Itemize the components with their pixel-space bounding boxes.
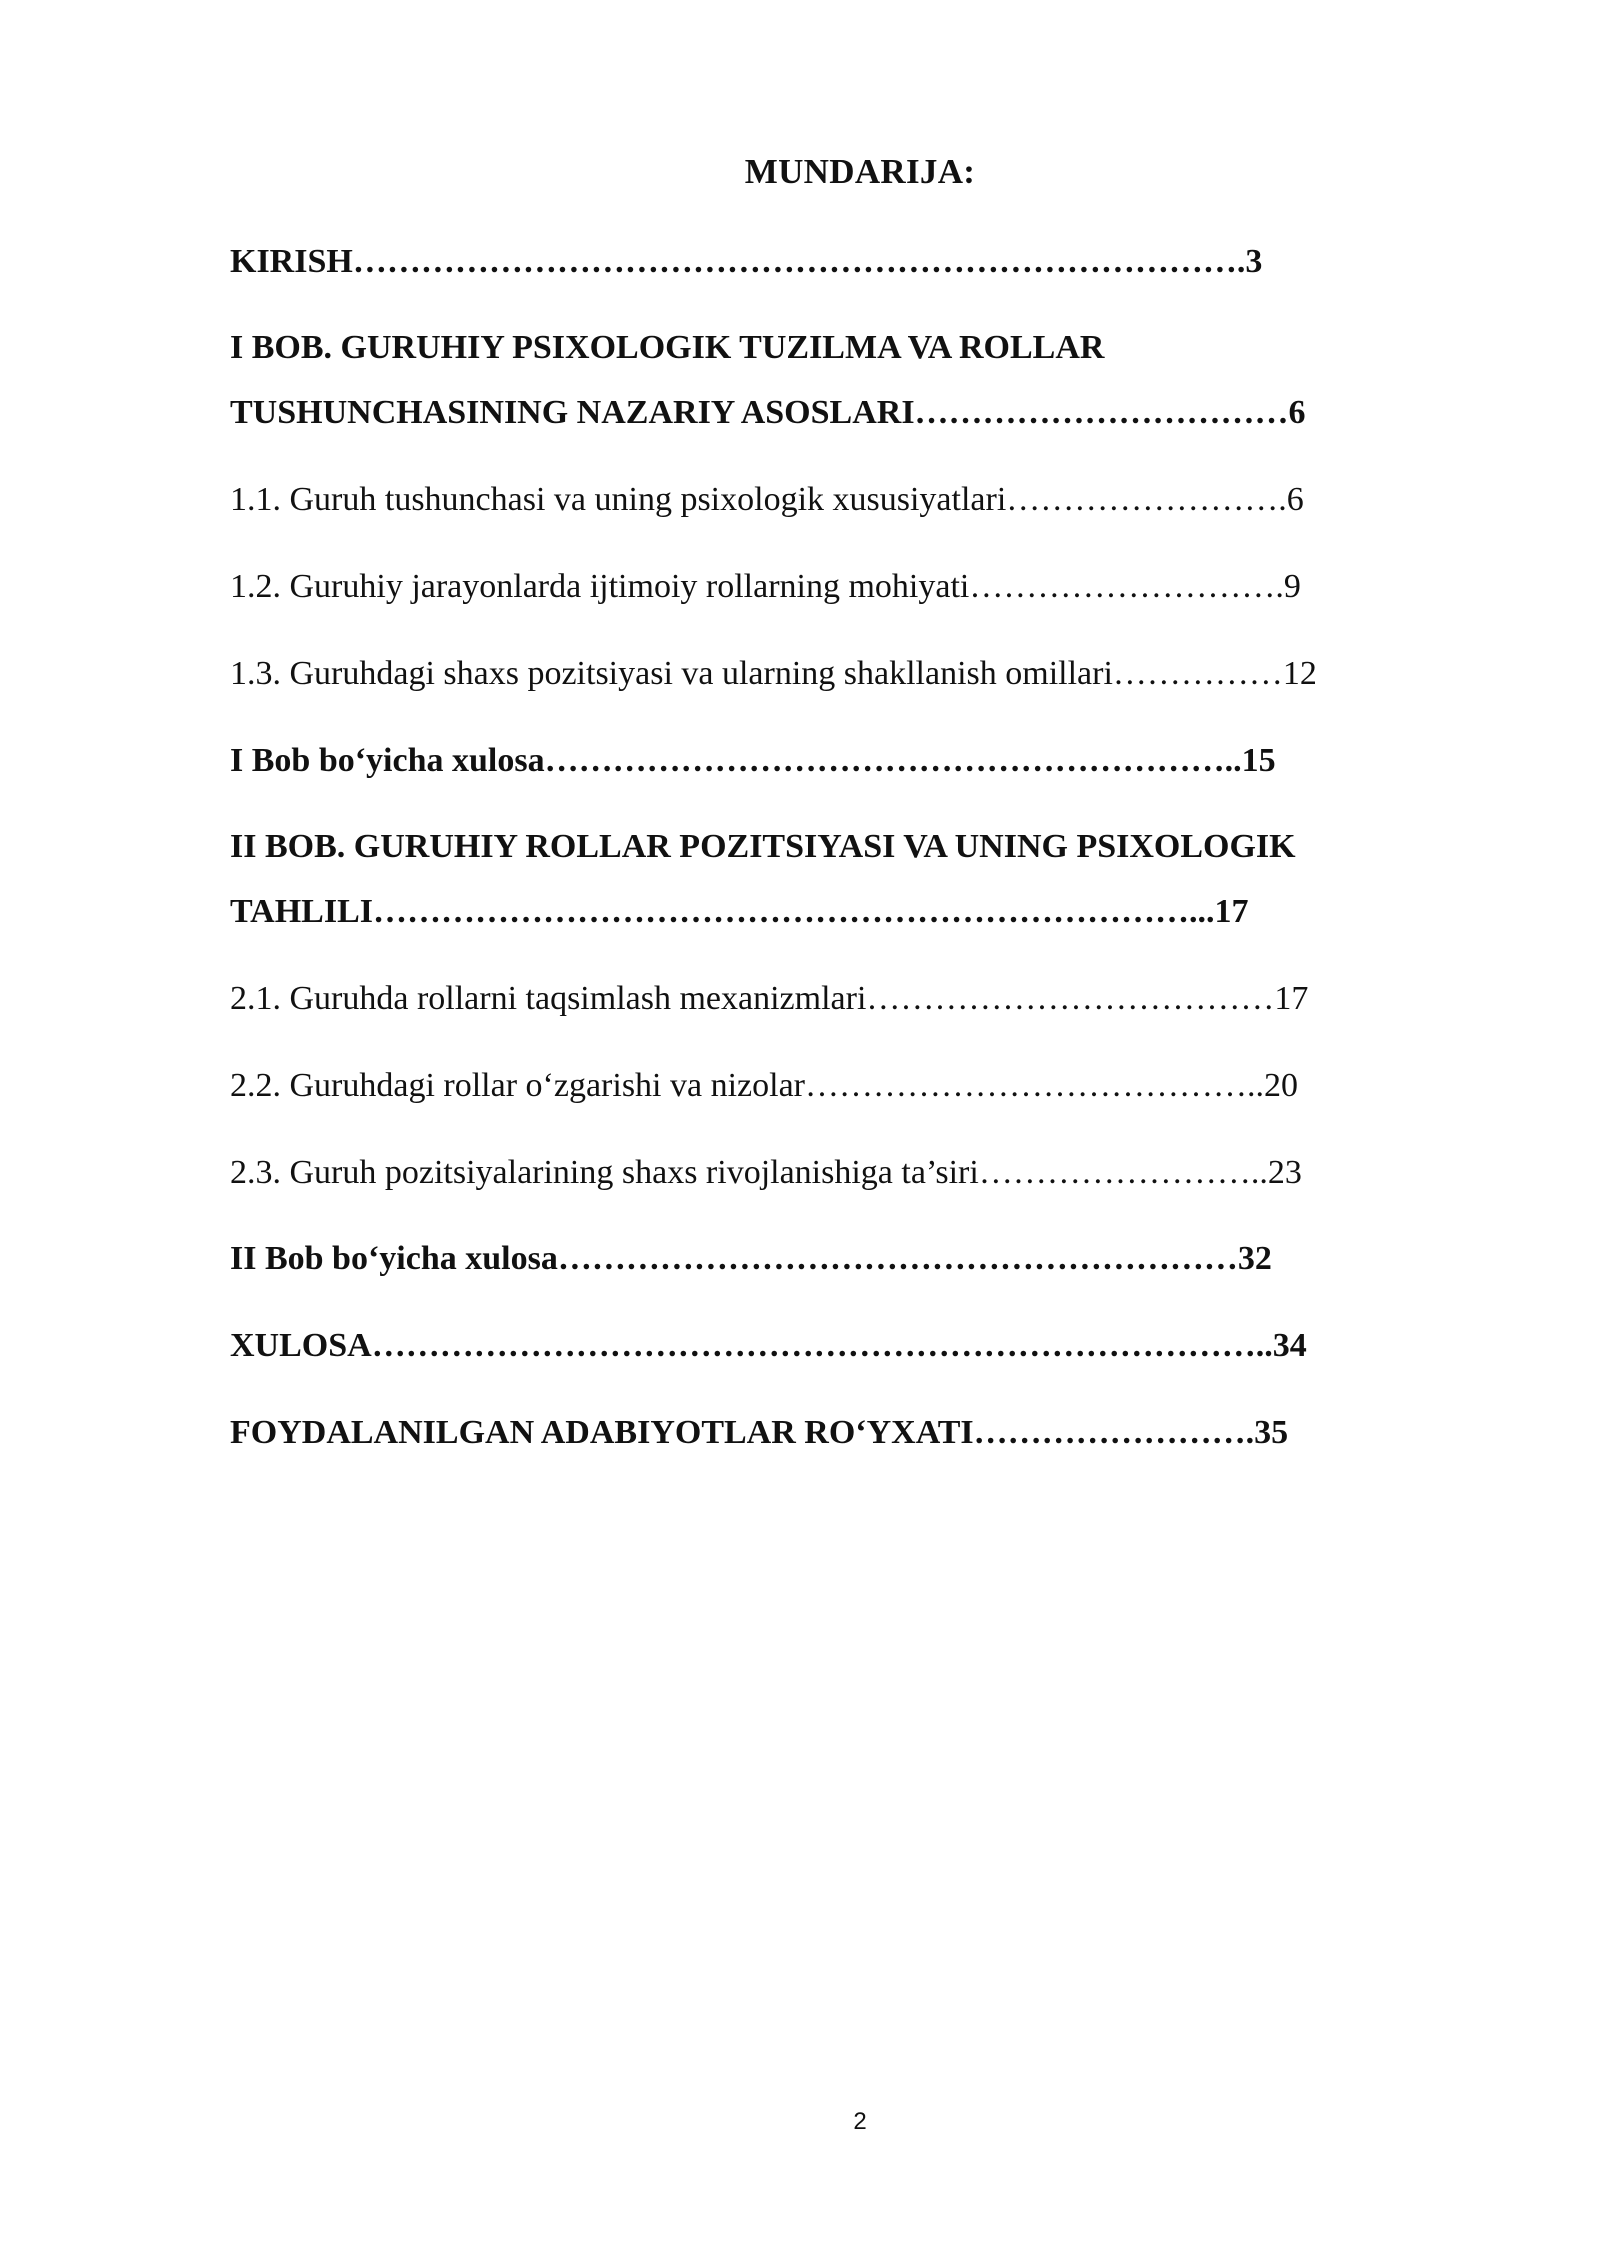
toc-entry-xulosa: XULOSA……………………………………………………………………..34 bbox=[230, 1327, 1307, 1364]
toc-entry-section-2-2: 2.2. Guruhdagi rollar o‘zgarishi va nizolar…………………………………..20 bbox=[230, 1067, 1298, 1104]
toc-entry-section-2-3: 2.3. Guruh pozitsiyalarining shaxs rivojlanishiga ta’siri……………………..23 bbox=[230, 1154, 1302, 1191]
toc-entry-chapter-1-line-1: I BOB. GURUHIY PSIXOLOGIK TUZILMA VA ROLLAR bbox=[230, 329, 1105, 366]
toc-entry-chapter-1-line-2: TUSHUNCHASINING NAZARIY ASOSLARI……………………………6 bbox=[230, 394, 1306, 431]
toc-entry-chapter-2-line-2: TAHLILI………………………………………………………………...17 bbox=[230, 893, 1249, 930]
toc-entry-section-1-2: 1.2. Guruhiy jarayonlarda ijtimoiy rollarning mohiyati……………………….9 bbox=[230, 568, 1301, 605]
toc-entry-kirish: KIRISH…………………………………………………………………….3 bbox=[230, 243, 1263, 280]
page-number: 2 bbox=[853, 2108, 867, 2135]
toc-entry-section-1-3: 1.3. Guruhdagi shaxs pozitsiyasi va ularning shakllanish omillari……………12 bbox=[230, 655, 1317, 692]
toc-entry-references: FOYDALANILGAN ADABIYOTLAR RO‘YXATI…………………….35 bbox=[230, 1414, 1289, 1451]
toc-entry-chapter-1-summary: I Bob bo‘yicha xulosa……………………………………………………..15 bbox=[230, 742, 1276, 779]
toc-entry-chapter-2-line-1: II BOB. GURUHIY ROLLAR POZITSIYASI VA UNING PSIXOLOGIK bbox=[230, 828, 1296, 865]
toc-title: MUNDARIJA: bbox=[744, 152, 976, 191]
toc-entry-chapter-2-summary: II Bob bo‘yicha xulosa……………………………………………………32 bbox=[230, 1240, 1272, 1277]
toc-entry-section-1-1: 1.1. Guruh tushunchasi va uning psixologik xususiyatlari…………………….6 bbox=[230, 481, 1304, 518]
toc-entry-section-2-1: 2.1. Guruhda rollarni taqsimlash mexanizmlari………………………………17 bbox=[230, 980, 1309, 1017]
